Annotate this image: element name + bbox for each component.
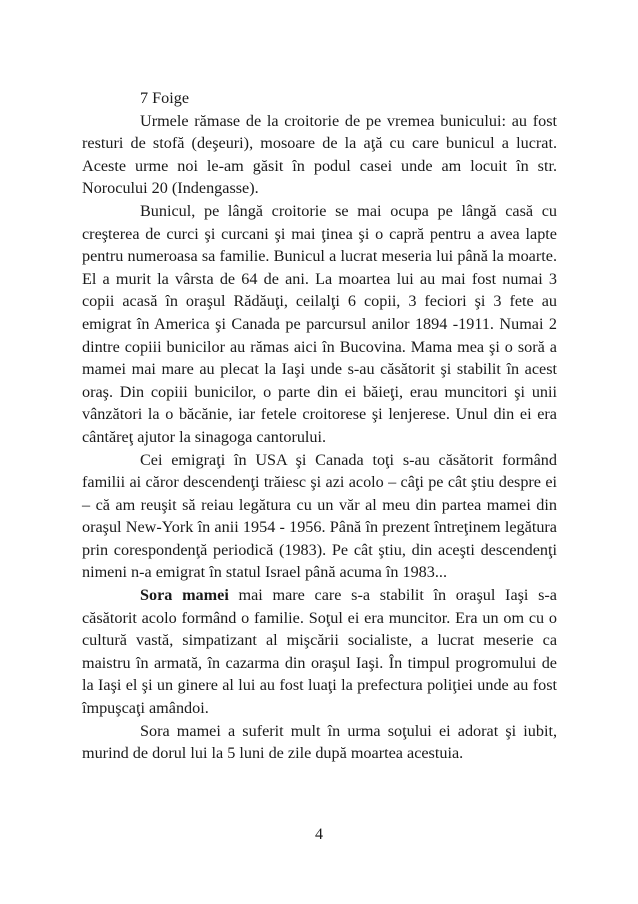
bold-phrase: Sora mamei bbox=[140, 586, 229, 605]
paragraph-mothers-sister bbox=[82, 584, 557, 720]
paragraph-text: Cei emigraţi în USA şi Canada toţi s-au căsătorit formând familii ai căror descendenţi trăiesc şi azi acolo – câţi pe cât ştiu despre ei – că am reuşit să reiau legătura cu un văr al meu din partea mamei din oraşul New-York în anii 1954 - 1956. Până în prezent întreţinem legătura prin corespondenţă periodică (1983). Pe cât ştiu, din aceşti descendenţi nimeni n-a emigrat în statul Israel până acuma în 1983... bbox=[82, 450, 557, 582]
document-page bbox=[82, 87, 557, 765]
paragraph-grandfather bbox=[82, 200, 557, 449]
paragraph-sister-grief bbox=[82, 720, 557, 765]
paragraph-remnants bbox=[82, 110, 557, 200]
paragraph-emigrants bbox=[82, 449, 557, 585]
page-number: 4 bbox=[315, 826, 323, 843]
paragraph-text: mai mare care s-a stabilit în oraşul Iaşi s-a căsătorit acolo formând o familie. Soţul ei era muncitor. Era un om cu o cultură vastă, simpatizant al mişcării socialiste, a lucrat meserie ca maistru în armată, în cazarma din oraşul Iaşi. În timpul progromului de la Iaşi el şi un ginere al lui au fost luaţi la prefectura poliţiei unde au fost împuşcaţi amândoi. bbox=[82, 586, 557, 718]
paragraph-text: Bunicul, pe lângă croitorie se mai ocupa pe lângă casă cu creşterea de curci şi curcani şi mai ţinea şi o capră pentru a avea lapte pentru numeroasa sa familie. Bunicul a lucrat meseria lui până la moarte. El a murit la vârsta de 64 de ani. La moartea lui au mai fost numai 3 copii acasă în oraşul Rădăuţi, ceilalţi 6 copii, 3 feciori şi 3 fete au emigrat în America şi Canada pe parcursul anilor 1894 -1911. Numai 2 dintre copiii bunicilor au rămas aici în Bucovina. Mama mea şi o soră a mamei mai mare au plecat la Iaşi unde s-au căsătorit şi stabilit în acest oraş. Din copiii bunicilor, o parte din ei băieţi, erau muncitori şi unii vânzători la o băcănie, iar fetele croitorese şi lenjerese. Unul din ei era cântăreţ ajutor la sinagoga cantorului. bbox=[82, 201, 557, 446]
paragraph-text: Urmele rămase de la croitorie de pe vremea bunicului: au fost resturi de stofă (deşeuri), mosoare de la aţă cu care bunicul a lucrat. Aceste urme noi le-am găsit în podul casei unde am locuit în str. Norocului 20 (Indengasse). bbox=[82, 111, 557, 198]
section-heading: 7 Foige bbox=[140, 89, 190, 107]
paragraph-text: Sora mamei a suferit mult în urma soţului ei adorat şi iubit, murind de dorul lui la 5 luni de zile după moartea acestuia. bbox=[82, 721, 557, 763]
